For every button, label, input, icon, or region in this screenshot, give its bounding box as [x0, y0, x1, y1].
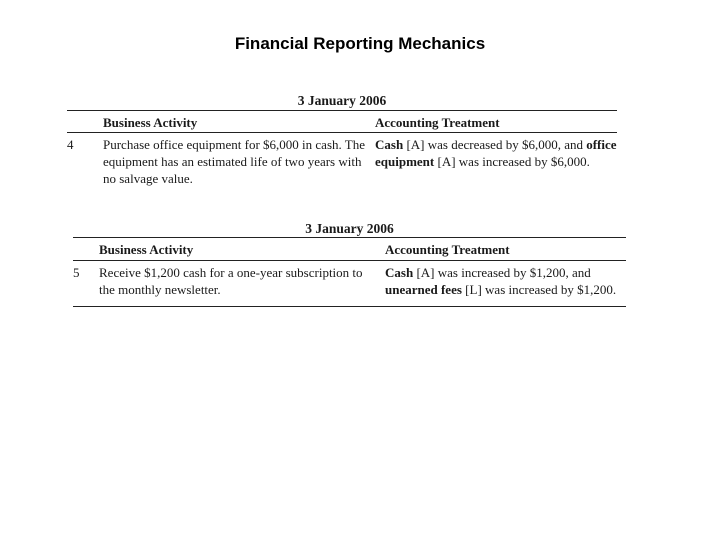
treatment-clause: was increased by $6,000.: [455, 154, 590, 169]
slide-title: Financial Reporting Mechanics: [234, 34, 486, 53]
transaction-table-5: [73, 220, 626, 307]
account-unearned-fees: unearned fees: [385, 282, 462, 297]
header-accounting-treatment: Accounting Treatment: [375, 115, 500, 130]
business-activity-text: Purchase office equipment for $6,000 in cash. The equipment has an estimated life of two years with no salvage value.: [103, 137, 365, 186]
row-number: 5: [73, 265, 80, 280]
treatment-clause: was increased by $1,200, and: [434, 265, 591, 280]
treatment-clause: was decreased by $6,000, and: [424, 137, 587, 152]
bottom-rule: [73, 306, 626, 307]
account-tag: [A]: [406, 137, 425, 152]
account-tag: [A]: [437, 154, 456, 169]
account-tag: [L]: [465, 282, 482, 297]
table-row: [73, 261, 626, 306]
account-office-equipment: office equipment: [375, 137, 617, 169]
business-activity-text: Receive $1,200 cash for a one-year subscription to the monthly newsletter.: [99, 265, 363, 297]
table-header: [73, 238, 626, 260]
table-header: [67, 111, 617, 132]
account-cash: Cash: [375, 137, 404, 152]
treatment-clause: was increased by $1,200.: [481, 282, 617, 297]
account-cash: Cash: [385, 265, 414, 280]
accounting-treatment-text: [385, 264, 630, 298]
table-date: 3 January 2006: [305, 221, 394, 236]
account-tag: [A]: [416, 265, 435, 280]
header-business-activity: Business Activity: [99, 242, 194, 257]
transaction-table-4: [67, 92, 617, 191]
table-date: 3 January 2006: [297, 93, 387, 108]
table-row: [67, 133, 617, 191]
header-accounting-treatment: Accounting Treatment: [385, 242, 510, 257]
accounting-treatment-text: [375, 136, 620, 170]
row-number: 4: [67, 137, 74, 152]
header-business-activity: Business Activity: [103, 115, 198, 130]
